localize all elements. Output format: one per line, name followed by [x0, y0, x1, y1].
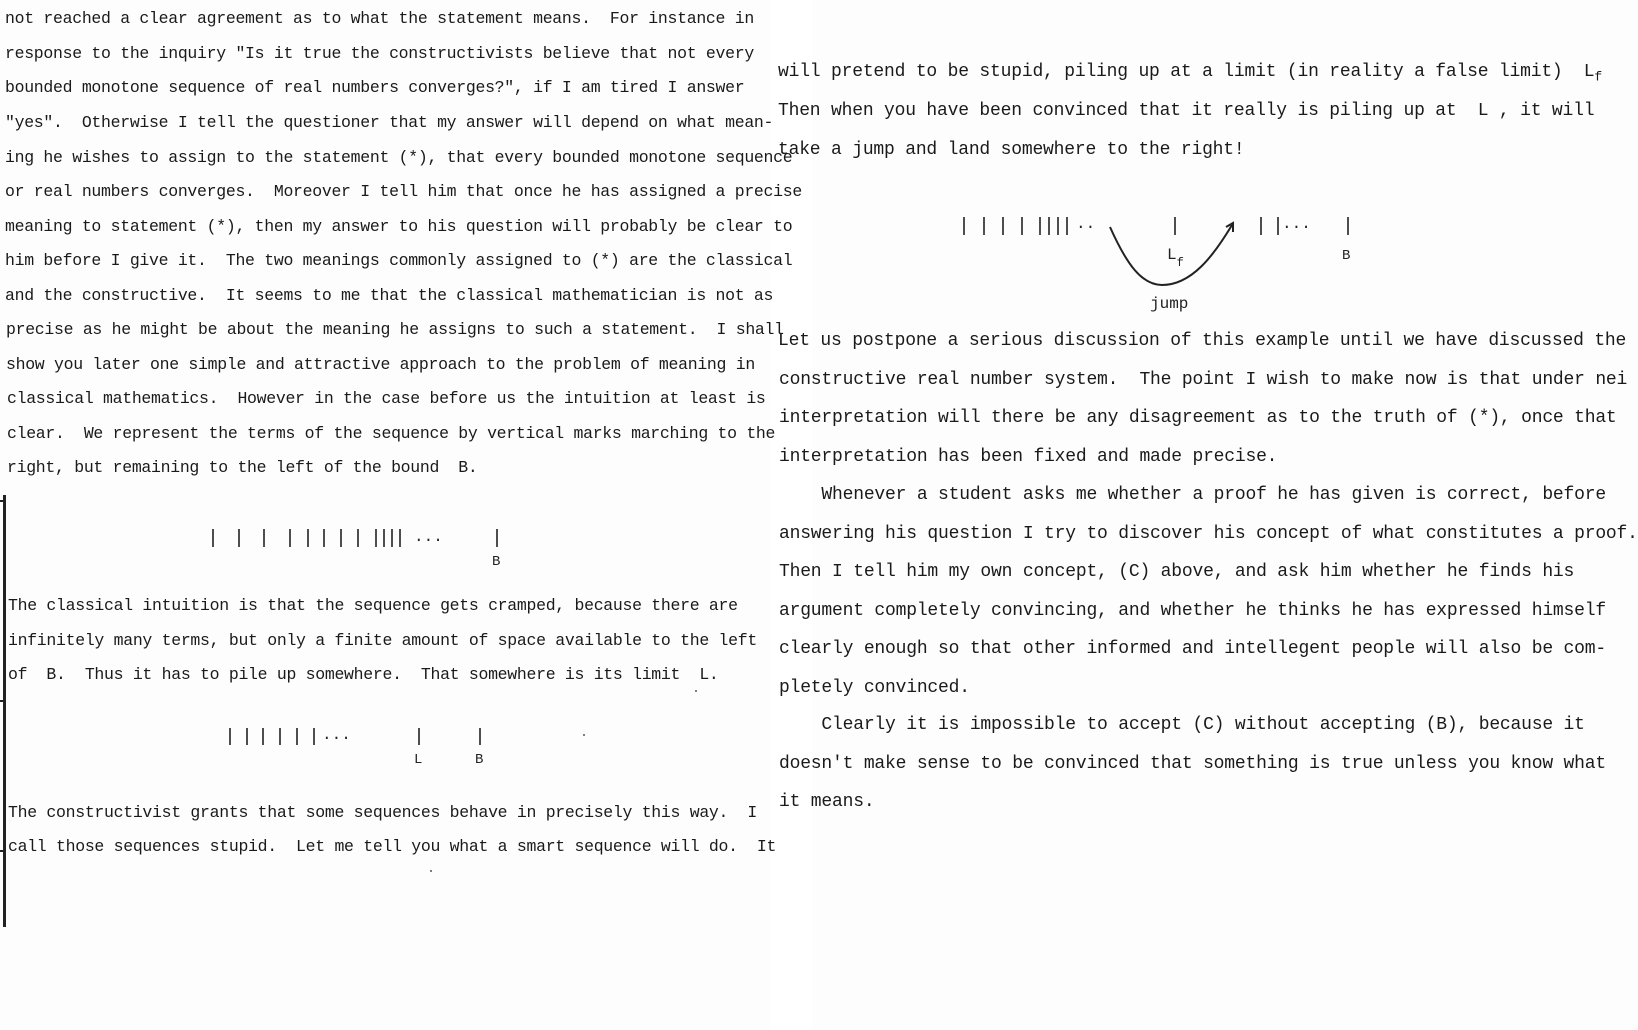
text-line: clear. We represent the terms of the sequence by vertical marks marching to the — [7, 424, 776, 443]
text-line: call those sequences stupid. Let me tell you what a smart sequence will do. It — [8, 837, 777, 856]
scan-speck — [695, 690, 697, 692]
text-line: and the constructive. It seems to me that the classical mathematician is not as — [5, 286, 774, 305]
text-line: not reached a clear agreement as to what the statement means. For instance in — [5, 9, 754, 28]
margin-tick — [0, 850, 6, 852]
text-line: Whenever a student asks me whether a proof he has given is correct, before — [779, 485, 1606, 505]
text-line: pletely convinced. — [779, 678, 970, 698]
text-line: argument completely convincing, and whether he thinks he has expressed himself — [779, 601, 1606, 621]
text-line: interpretation will there be any disagreement as to the truth of (*), once that — [779, 408, 1617, 428]
margin-tick — [0, 500, 6, 502]
text-line: classical mathematics. However in the case before us the intuition at least is — [7, 389, 766, 408]
text-line: Then when you have been convinced that it really is piling up at L , it will — [778, 101, 1595, 121]
bound-label: B — [1342, 248, 1351, 264]
text-line: him before I give it. The two meanings commonly assigned to (*) are the classical — [5, 251, 793, 270]
text-line: constructive real number system. The point I wish to make now is that under nei — [779, 370, 1628, 390]
text-line: meaning to statement (*), then my answer to his question will probably be clear to — [5, 217, 793, 236]
figure-sequence-limit — [220, 718, 520, 768]
text-line: it means. — [779, 792, 875, 812]
text-line: infinitely many terms, but only a finite amount of space available to the left — [8, 631, 757, 650]
text-line: take a jump and land somewhere to the right! — [778, 140, 1245, 160]
figure-sequence-bound — [200, 520, 520, 570]
text-line: answering his question I try to discover his concept of what constitutes a proof. — [779, 524, 1638, 544]
text-line: doesn't make sense to be convinced that something is true unless you know what — [779, 754, 1606, 774]
text-line: Then I tell him my own concept, (C) above, and ask him whether he finds his — [779, 562, 1575, 582]
right-page — [778, 0, 1638, 1030]
text-line: bounded monotone sequence of real numbers converges?", if I am tired I answer — [5, 78, 745, 97]
ellipsis-dots: ·· — [1076, 218, 1096, 236]
sequence-marks-right — [1261, 217, 1278, 235]
bound-label: B — [475, 752, 484, 768]
figure-false-limit-jump — [952, 205, 1372, 320]
bound-label: B — [492, 554, 501, 570]
sequence-marks — [964, 217, 1067, 235]
sequence-marks — [213, 529, 400, 547]
false-limit-label — [1167, 246, 1184, 270]
false-limit-letter: L — [1167, 246, 1177, 264]
text-line: Clearly it is impossible to accept (C) without accepting (B), because it — [779, 715, 1585, 735]
sequence-marks — [230, 728, 314, 745]
text-line: show you later one simple and attractive approach to the problem of meaning in — [6, 355, 755, 374]
ellipsis-dots: ··· — [322, 729, 351, 747]
ellipsis-dots-right: ··· — [1282, 218, 1311, 236]
limit-label: L — [414, 752, 423, 768]
text-line: "yes". Otherwise I tell the questioner that my answer will depend on what mean- — [5, 113, 774, 132]
text-line: Let us postpone a serious discussion of this example until we have discussed the — [778, 331, 1627, 351]
text-line: ing he wishes to assign to the statement (*), that every bounded monotone sequence — [5, 148, 793, 167]
text-line: The classical intuition is that the sequence gets cramped, because there are — [8, 596, 738, 615]
ellipsis-dots: ··· — [414, 531, 443, 549]
subscript-f: f — [1594, 69, 1602, 85]
false-limit-subscript: f — [1176, 256, 1184, 270]
scan-speck — [430, 870, 432, 872]
scan-speck — [583, 734, 585, 736]
text-line: precise as he might be about the meaning he assigns to such a statement. I shall — [6, 320, 784, 339]
text-segment: will pretend to be stupid, piling up at a limit (in reality a false limit) L — [778, 62, 1595, 82]
text-line: response to the inquiry "Is it true the constructivists believe that not every — [5, 44, 754, 63]
text-line: of B. Thus it has to pile up somewhere. That somewhere is its limit L. — [8, 665, 719, 684]
jump-label: jump — [1150, 295, 1189, 313]
text-line — [778, 62, 1602, 88]
left-page — [0, 0, 802, 1030]
text-line: The constructivist grants that some sequences behave in precisely this way. I — [8, 803, 757, 822]
margin-tick — [0, 700, 6, 702]
text-line: clearly enough so that other informed and intellegent people will also be com- — [779, 639, 1606, 659]
text-line: interpretation has been fixed and made precise. — [779, 447, 1278, 467]
margin-scan-artifact — [3, 495, 6, 927]
text-line: or real numbers converges. Moreover I tell him that once he has assigned a precise — [5, 182, 802, 201]
text-line: right, but remaining to the left of the bound B. — [7, 458, 478, 477]
